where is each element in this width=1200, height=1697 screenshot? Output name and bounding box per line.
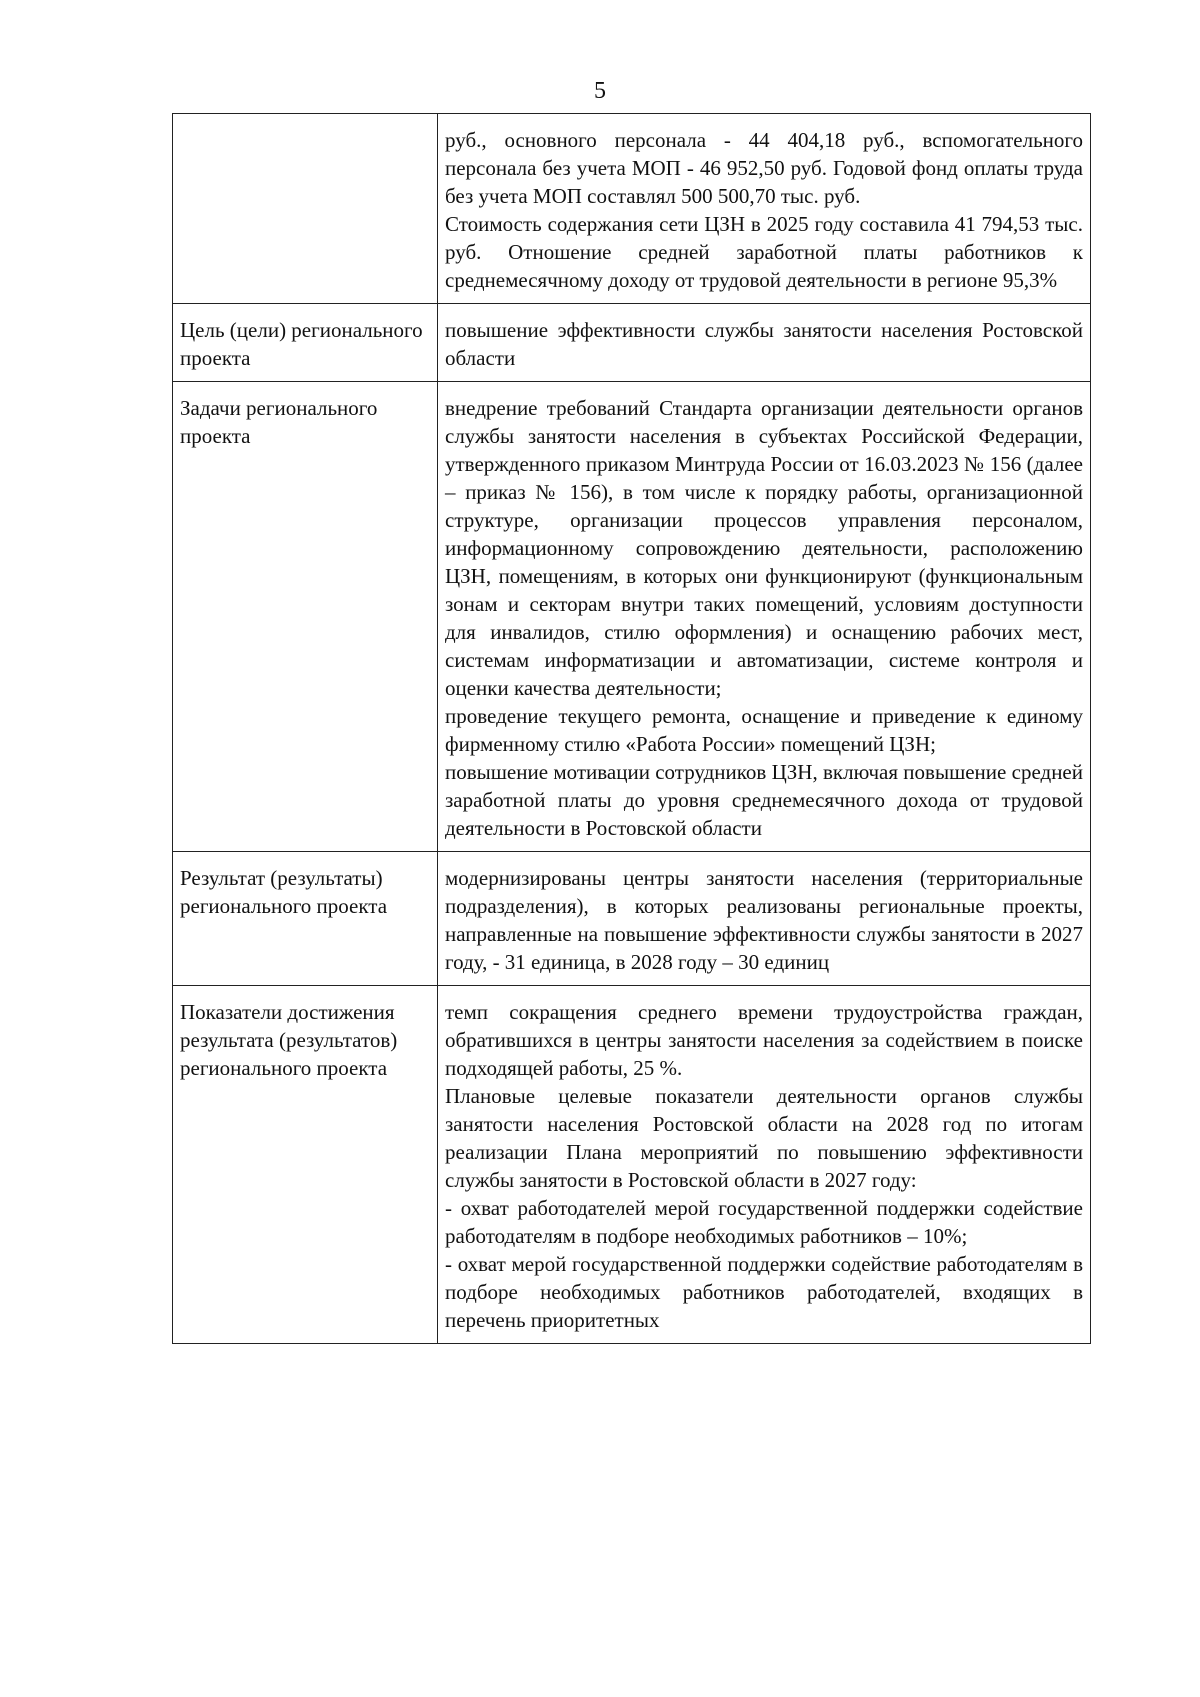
row-content-cell	[438, 304, 1091, 382]
row-label: Результат (результаты) регионального проекта	[180, 866, 388, 918]
content-paragraph: повышение эффективности службы занятости населения Ростовской области	[445, 318, 1083, 370]
table-body	[173, 114, 1091, 1344]
table-row	[173, 852, 1091, 986]
content-paragraph: повышение мотивации сотрудников ЦЗН, включая повышение средней заработной платы до уровня среднемесячного дохода от трудовой деятельности в Ростовской области	[445, 760, 1083, 840]
row-content-cell	[438, 114, 1091, 304]
row-label-cell	[173, 986, 438, 1344]
row-label: Задачи регионального проекта	[180, 396, 378, 448]
row-label-cell	[173, 114, 438, 304]
content-paragraph: темп сокращения среднего времени трудоустройства граждан, обратившихся в центры занятости населения за содействием в поиске подходящей работы, 25 %.	[445, 1000, 1083, 1080]
content-paragraph: проведение текущего ремонта, оснащение и приведение к единому фирменному стилю «Работа России» помещений ЦЗН;	[445, 704, 1083, 756]
content-paragraph: модернизированы центры занятости населения (территориальные подразделения), в которых реализованы региональные проекты, направленные на повышение эффективности службы занятости в 2027 году, - 31 единица, в 2028 году – 30 единиц	[445, 866, 1083, 974]
row-label-cell	[173, 304, 438, 382]
content-paragraph: внедрение требований Стандарта организации деятельности органов службы занятости населения в субъектах Российской Федерации, утвержденного приказом Минтруда России от 16.03.2023 № 156 (далее – приказ № 156), в том числе к порядку работы, организационной структуре, организации процессов управления персоналом, информационному сопровождению деятельности, расположению ЦЗН, помещениям, в которых они функционируют (функциональным зонам и секторам внутри таких помещений, условиям доступности для инвалидов, стилю оформления) и оснащению рабочих мест, системам информатизации и автоматизации, системе контроля и оценки качества деятельности;	[445, 396, 1083, 700]
row-label-cell	[173, 852, 438, 986]
row-label: Цель (цели) регионального проекта	[180, 318, 423, 370]
table-row	[173, 304, 1091, 382]
table-row	[173, 986, 1091, 1344]
page-number: 5	[594, 78, 606, 104]
row-content-cell	[438, 382, 1091, 852]
row-label-cell	[173, 382, 438, 852]
row-label: Показатели достижения результата (результатов) регионального проекта	[180, 1000, 398, 1080]
row-content-cell	[438, 986, 1091, 1344]
content-paragraph: - охват мерой государственной поддержки содействие работодателям в подборе необходимых работников работодателей, входящих в перечень приоритетных	[445, 1252, 1083, 1332]
project-passport-table	[172, 113, 1091, 1344]
table-row	[173, 382, 1091, 852]
content-paragraph: - охват работодателей мерой государственной поддержки содействие работодателям в подборе необходимых работников – 10%;	[445, 1196, 1083, 1248]
content-paragraph: Плановые целевые показатели деятельности органов службы занятости населения Ростовской области на 2028 год по итогам реализации Плана мероприятий по повышению эффективности службы занятости в Ростовской области в 2027 году:	[445, 1084, 1083, 1192]
content-paragraph: Стоимость содержания сети ЦЗН в 2025 году составила 41 794,53 тыс. руб. Отношение средней заработной платы работников к среднемесячному доходу от трудовой деятельности в регионе 95,3%	[445, 212, 1083, 292]
row-content-cell	[438, 852, 1091, 986]
content-paragraph: руб., основного персонала - 44 404,18 руб., вспомогательного персонала без учета МОП - 46 952,50 руб. Годовой фонд оплаты труда без учета МОП составлял 500 500,70 тыс. руб.	[445, 128, 1083, 208]
table-row	[173, 114, 1091, 304]
